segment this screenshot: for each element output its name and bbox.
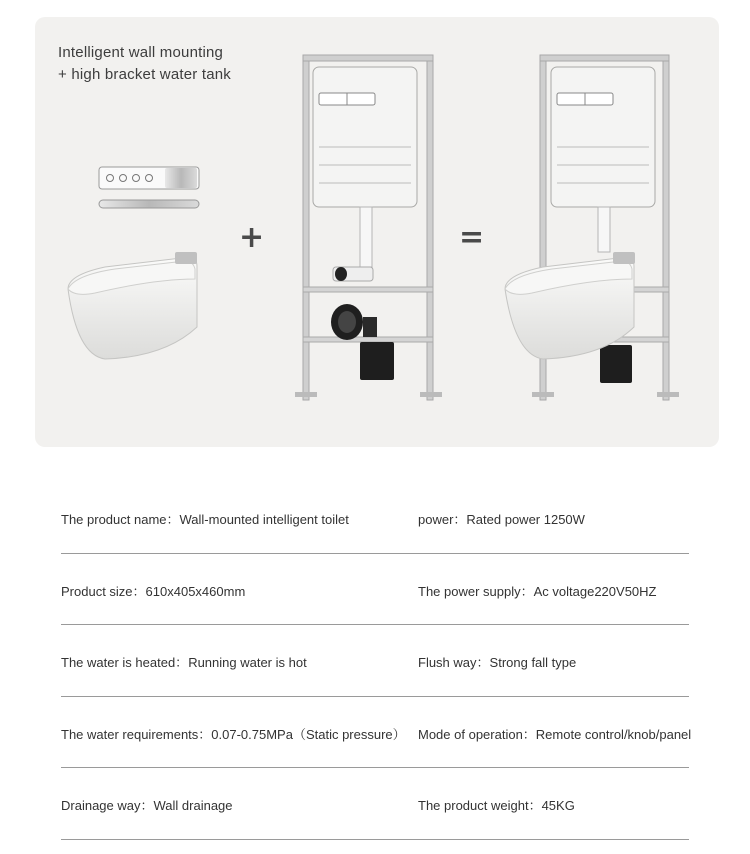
spec-product-size [61,581,245,600]
spec-row [61,625,689,697]
spec-table [61,482,692,840]
spec-label: Flush way： [418,655,490,670]
spec-mode-of-operation [418,724,691,743]
spec-label: power： [418,512,467,527]
spec-value: Running water is hot [188,655,307,670]
product-illustration [35,17,719,447]
spec-label: The product weight： [418,798,542,813]
wall-hung-toilet-left [68,252,197,359]
spec-value: Ac voltage220V50HZ [533,583,657,599]
spec-row [61,768,689,840]
spec-water-requirements [61,724,406,743]
equals-sign: = [459,220,485,255]
spec-value: Remote control/knob/panel [535,726,692,742]
spec-value: 45KG [541,798,575,813]
spec-power [418,509,585,528]
spec-label: Mode of operation： [418,726,536,742]
spec-value: 0.07-0.75MPa（Static pressure） [211,726,406,742]
control-panel-icon [99,167,199,208]
caption-line-1: Intelligent wall mounting [58,44,224,61]
spec-row [61,697,692,769]
spec-water-heating [61,652,307,671]
spec-row [61,554,689,626]
spec-value: Strong fall type [489,655,577,670]
wall-bracket-water-tank [295,55,442,400]
spec-power-supply [418,581,656,600]
spec-label: Product size： [61,583,146,599]
spec-value: 610x405x460mm [145,583,246,599]
spec-row [61,482,689,554]
spec-flush-way [418,652,576,671]
spec-value: Rated power 1250W [466,512,585,527]
spec-product-name [61,509,349,528]
spec-label: The water is heated： [61,655,189,670]
product-hero-panel [35,17,719,447]
spec-label: The power supply： [418,583,534,599]
spec-drainage-way [61,795,233,814]
spec-value: Wall-mounted intelligent toilet [179,512,349,527]
spec-value: Wall drainage [153,798,233,813]
installed-toilet-result [505,55,679,400]
plus-sign: + [239,220,265,255]
spec-product-weight [418,795,575,814]
caption-line-2: + high bracket water tank [58,66,232,83]
spec-label: The product name： [61,512,180,527]
spec-label: Drainage way： [61,798,154,813]
spec-label: The water requirements： [61,726,212,742]
